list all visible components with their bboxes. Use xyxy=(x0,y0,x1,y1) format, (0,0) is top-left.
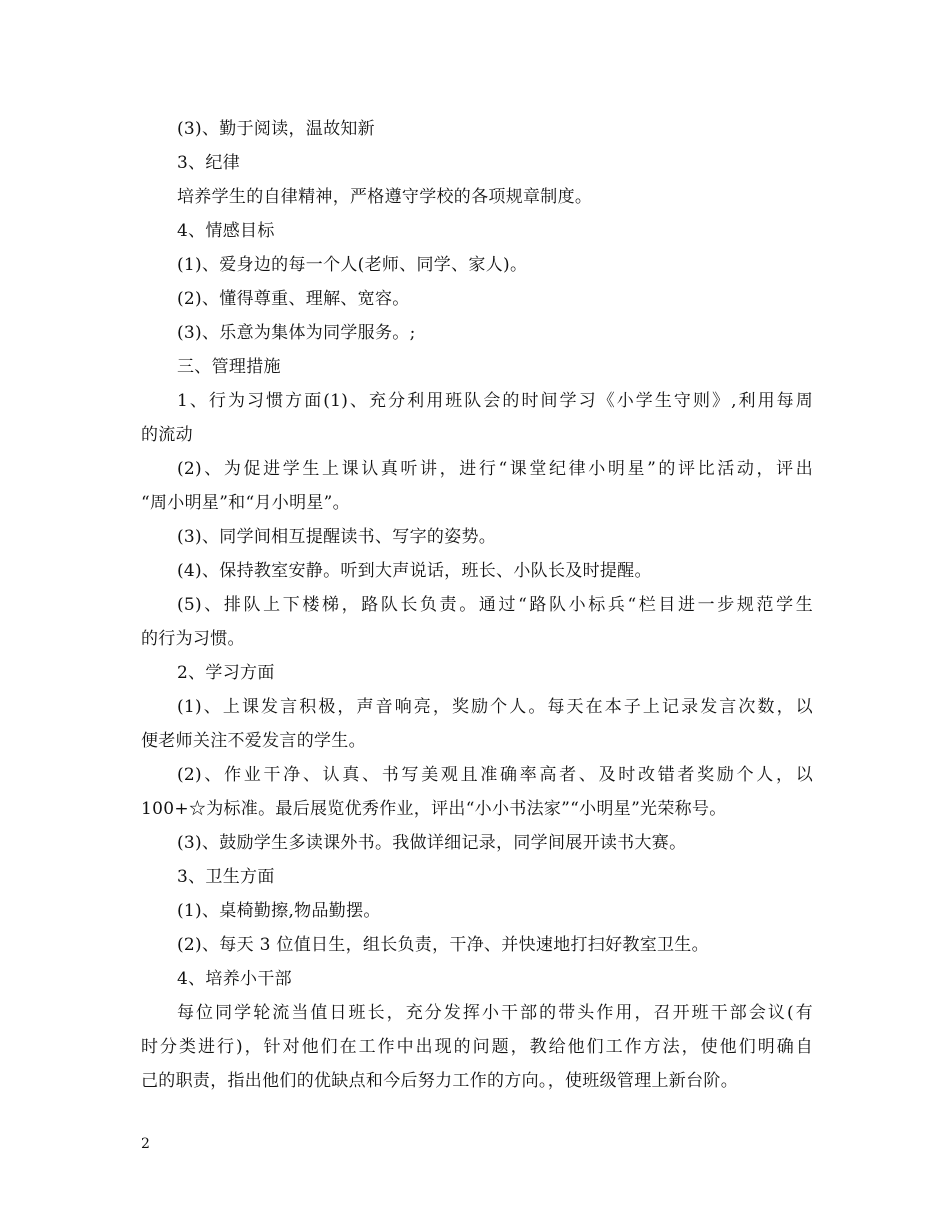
list-item: (3)、鼓励学生多读课外书。我做详细记录，同学间展开读书大赛。 xyxy=(177,833,687,853)
paragraph-line: “周小明星”和“月小明星”。 xyxy=(141,493,350,513)
section-heading: 三、管理措施 xyxy=(177,357,281,377)
list-item: (3)、乐意为集体为同学服务。; xyxy=(177,323,416,343)
paragraph-line: 便老师关注不爱发言的学生。 xyxy=(141,731,366,751)
paragraph-line: 的流动 xyxy=(141,425,193,445)
paragraph-line: (1)、上课发言积极，声音响亮，奖励个人。每天在本子上记录发言次数，以 xyxy=(177,697,813,717)
paragraph-line: (5)、排队上下楼梯，路队长负责。通过“路队小标兵“栏目进一步规范学生 xyxy=(177,595,813,615)
paragraph-line: 的行为习惯。 xyxy=(141,629,245,649)
section-heading: 3、纪律 xyxy=(177,153,241,173)
paragraph-line: 己的职责，指出他们的优缺点和今后努力工作的方向。，使班级管理上新台阶。 xyxy=(141,1071,738,1091)
paragraph-line: (2)、作业干净、认真、书写美观且准确率高者、及时改错者奖励个人，以 xyxy=(177,765,813,785)
paragraph-line: (2)、为促进学生上课认真听讲，进行“课堂纪律小明星”的评比活动，评出 xyxy=(177,459,813,479)
page-number: 2 xyxy=(141,1136,150,1152)
text-line: 培养学生的自律精神，严格遵守学校的各项规章制度。 xyxy=(177,187,593,207)
list-item: (2)、每天 3 位值日生，组长负责，干净、并快速地打扫好教室卫生。 xyxy=(177,935,709,955)
paragraph-line: 1、行为习惯方面(1)、充分利用班队会的时间学习《小学生守则》,利用每周 xyxy=(177,391,813,411)
list-item: (1)、爱身边的每一个人(老师、同学、家人)。 xyxy=(177,255,528,275)
paragraph-line: 时分类进行)，针对他们在工作中出现的问题，教给他们工作方法，使他们明确自 xyxy=(141,1037,813,1057)
section-heading: 4、培养小干部 xyxy=(177,969,292,989)
paragraph-line: 100+☆为标准。最后展览优秀作业，评出“小小书法家”“小明星”光荣称号。 xyxy=(141,799,727,819)
list-item: (4)、保持教室安静。听到大声说话，班长、小队长及时提醒。 xyxy=(177,561,652,581)
section-heading: 2、学习方面 xyxy=(177,663,275,683)
paragraph-line: 每位同学轮流当值日班长，充分发挥小干部的带头作用，召开班干部会议(有 xyxy=(177,1003,813,1023)
text-line: (3)、勤于阅读，温故知新 xyxy=(177,119,375,139)
list-item: (3)、同学间相互提醒读书、写字的姿势。 xyxy=(177,527,497,547)
list-item: (1)、桌椅勤擦,物品勤摆。 xyxy=(177,901,381,921)
section-heading: 4、情感目标 xyxy=(177,221,275,241)
list-item: (2)、懂得尊重、理解、宽容。 xyxy=(177,289,410,309)
section-heading: 3、卫生方面 xyxy=(177,867,275,887)
document-body xyxy=(141,112,813,1098)
